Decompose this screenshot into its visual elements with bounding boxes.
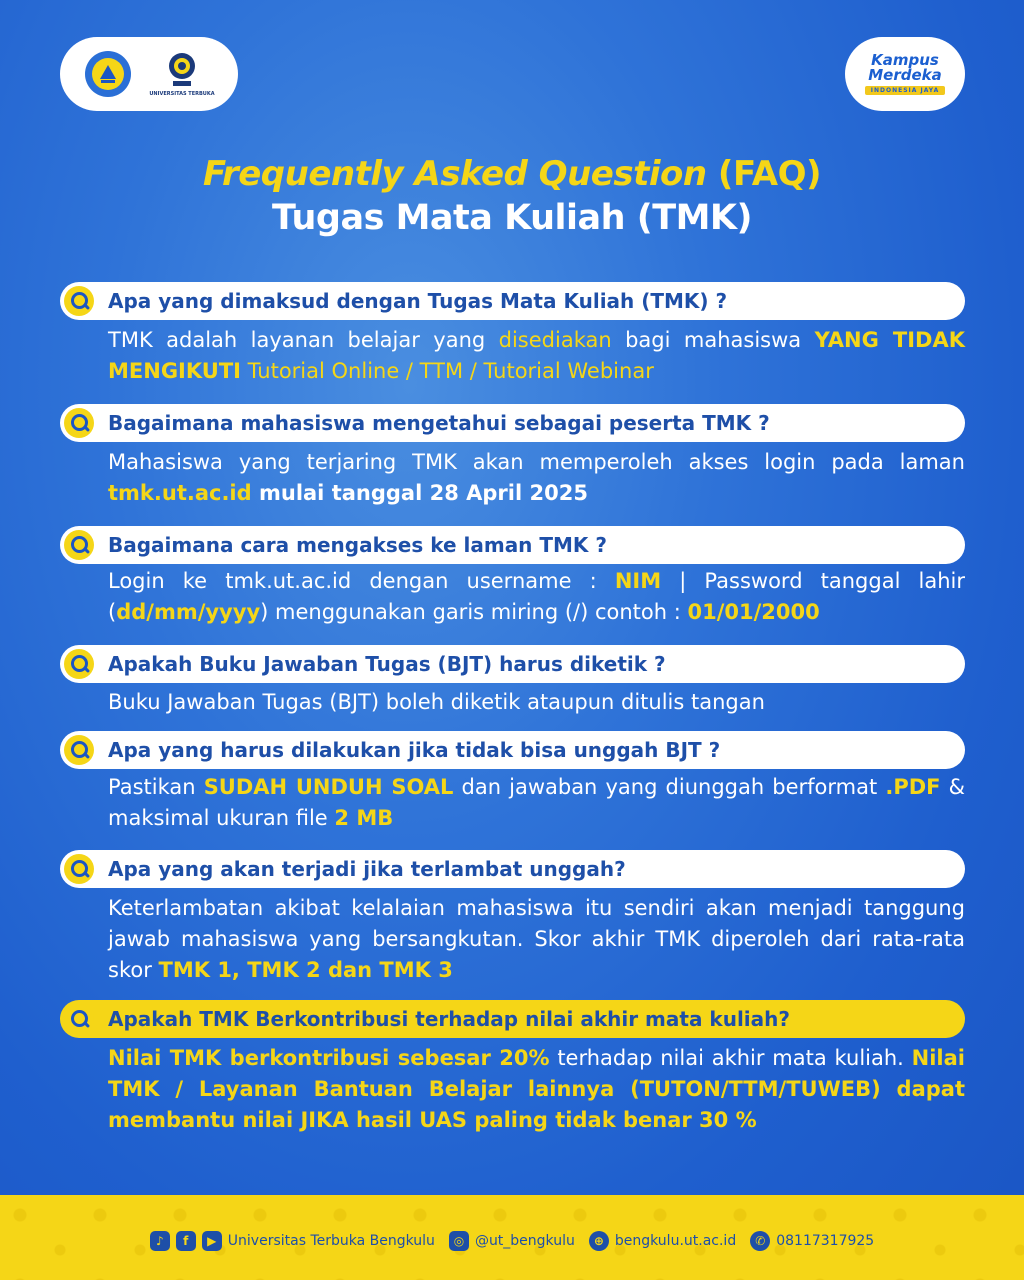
footer-contacts (0, 1228, 1024, 1254)
instagram-handle[interactable]: @ut_bengkulu (474, 1233, 575, 1249)
answer-text: TMK adalah layanan belajar yang (108, 328, 499, 352)
search-icon (64, 530, 94, 560)
answer-highlight: SUDAH UNDUH SOAL (203, 775, 454, 799)
answer-highlight: YANG TIDAK MENGIKUTI (108, 328, 965, 383)
page-title (0, 154, 1024, 194)
website-group (589, 1231, 736, 1251)
answer-highlight: tmk.ut.ac.id (108, 481, 252, 505)
logo-left (60, 37, 238, 111)
faq-answer-4 (108, 687, 965, 718)
faq-question-text: Apa yang akan terjadi jika terlambat unggah? (108, 857, 626, 881)
faq-answer-1 (108, 325, 965, 387)
kampus-merdeka-subtitle: INDONESIA JAYA (865, 86, 945, 95)
faq-question-text: Apa yang harus dilakukan jika tidak bisa unggah BJT ? (108, 738, 721, 762)
title-italic: Frequently Asked Question (202, 154, 707, 194)
answer-text: bagi mahasiswa (611, 328, 815, 352)
faq-question-text: Apa yang dimaksud dengan Tugas Mata Kuliah (TMK) ? (108, 289, 728, 313)
tiktok-icon[interactable]: ♪ (150, 1231, 170, 1251)
answer-text: Keterlambatan akibat kelalaian mahasiswa itu sendiri akan menjadi tanggung jawab mahasiswa yang bersangkutan. Skor akhir TMK diperoleh dari rata-rata skor (108, 896, 965, 982)
answer-text: Pastikan (108, 775, 204, 799)
answer-text: Buku Jawaban Tugas (BJT) boleh diketik ataupun ditulis tangan (108, 690, 765, 714)
km-title-line-1: Kampus (871, 51, 939, 69)
answer-highlight: dd/mm/yyyy (116, 600, 261, 624)
ut-logo-caption: UNIVERSITAS TERBUKA (149, 91, 215, 97)
answer-highlight: TMK 1, TMK 2 dan TMK 3 (158, 958, 453, 982)
faq-answer-7 (108, 1043, 965, 1136)
answer-text: ) menggunakan garis miring (/) contoh : (260, 600, 688, 624)
answer-highlight: Tutorial Online / TTM / Tutorial Webinar (240, 359, 654, 383)
youtube-icon[interactable]: ▶ (202, 1231, 222, 1251)
answer-text: terhadap nilai akhir mata kuliah. (549, 1046, 912, 1070)
faq-question-text: Apakah TMK Berkontribusi terhadap nilai akhir mata kuliah? (108, 1007, 791, 1031)
whatsapp-group (750, 1231, 874, 1251)
faq-question-7 (60, 1000, 965, 1038)
answer-text: dan jawaban yang diunggah berformat (453, 775, 886, 799)
social-name: Universitas Terbuka Bengkulu (227, 1233, 435, 1249)
answer-highlight: Nilai TMK / Layanan Bantuan Belajar lainnya (TUTON/TTM/TUWEB) dapat membantu nilai JIKA hasil UAS paling tidak benar 30 % (108, 1046, 965, 1132)
faq-question-1 (60, 282, 965, 320)
search-icon (64, 1004, 94, 1034)
globe-icon: ⊕ (589, 1231, 609, 1251)
answer-highlight: .PDF (885, 775, 941, 799)
kemendikbud-logo-icon (83, 49, 133, 99)
search-icon (64, 735, 94, 765)
instagram-group (449, 1231, 575, 1251)
ut-logo (149, 51, 214, 97)
kampus-merdeka-logo (845, 37, 965, 111)
answer-highlight: 01/01/2000 (687, 600, 820, 624)
faq-question-text: Bagaimana mahasiswa mengetahui sebagai peserta TMK ? (108, 411, 770, 435)
faq-answer-6 (108, 893, 965, 986)
search-icon (64, 286, 94, 316)
answer-text: Mahasiswa yang terjaring TMK akan memperoleh akses login pada laman (108, 450, 965, 474)
answer-highlight: 2 MB (334, 806, 394, 830)
answer-text: Login ke tmk.ut.ac.id dengan username : (108, 569, 615, 593)
instagram-icon[interactable]: ◎ (449, 1231, 469, 1251)
faq-question-2 (60, 404, 965, 442)
website-link[interactable]: bengkulu.ut.ac.id (614, 1233, 737, 1249)
search-icon (64, 408, 94, 438)
answer-bold: mulai tanggal 28 April 2025 (251, 481, 588, 505)
answer-highlight: Nilai TMK berkontribusi sebesar 20% (108, 1046, 550, 1070)
answer-highlight: NIM (614, 569, 662, 593)
search-icon (64, 649, 94, 679)
km-title-line-2: Merdeka (868, 66, 942, 84)
faq-question-text: Apakah Buku Jawaban Tugas (BJT) harus diketik ? (108, 652, 666, 676)
faq-question-6 (60, 850, 965, 888)
kampus-merdeka-title (868, 53, 942, 83)
faq-question-text: Bagaimana cara mengakses ke laman TMK ? (108, 533, 607, 557)
facebook-icon[interactable]: f (176, 1231, 196, 1251)
answer-text: & maksimal ukuran file (108, 775, 965, 830)
search-icon (64, 854, 94, 884)
whatsapp-number[interactable]: 08117317925 (776, 1233, 875, 1249)
social-group (150, 1231, 435, 1251)
faq-answer-3 (108, 566, 965, 628)
whatsapp-icon: ✆ (750, 1231, 770, 1251)
faq-answer-2 (108, 447, 965, 509)
answer-text: | Password tanggal lahir ( (108, 569, 966, 624)
page-subtitle: Tugas Mata Kuliah (TMK) (271, 198, 753, 238)
faq-question-4 (60, 645, 965, 683)
faq-question-3 (60, 526, 965, 564)
faq-answer-5 (108, 772, 965, 834)
faq-question-5 (60, 731, 965, 769)
answer-highlight: disediakan (498, 328, 612, 352)
ut-emblem-icon (165, 51, 199, 89)
title-faq: (FAQ) (717, 154, 822, 194)
